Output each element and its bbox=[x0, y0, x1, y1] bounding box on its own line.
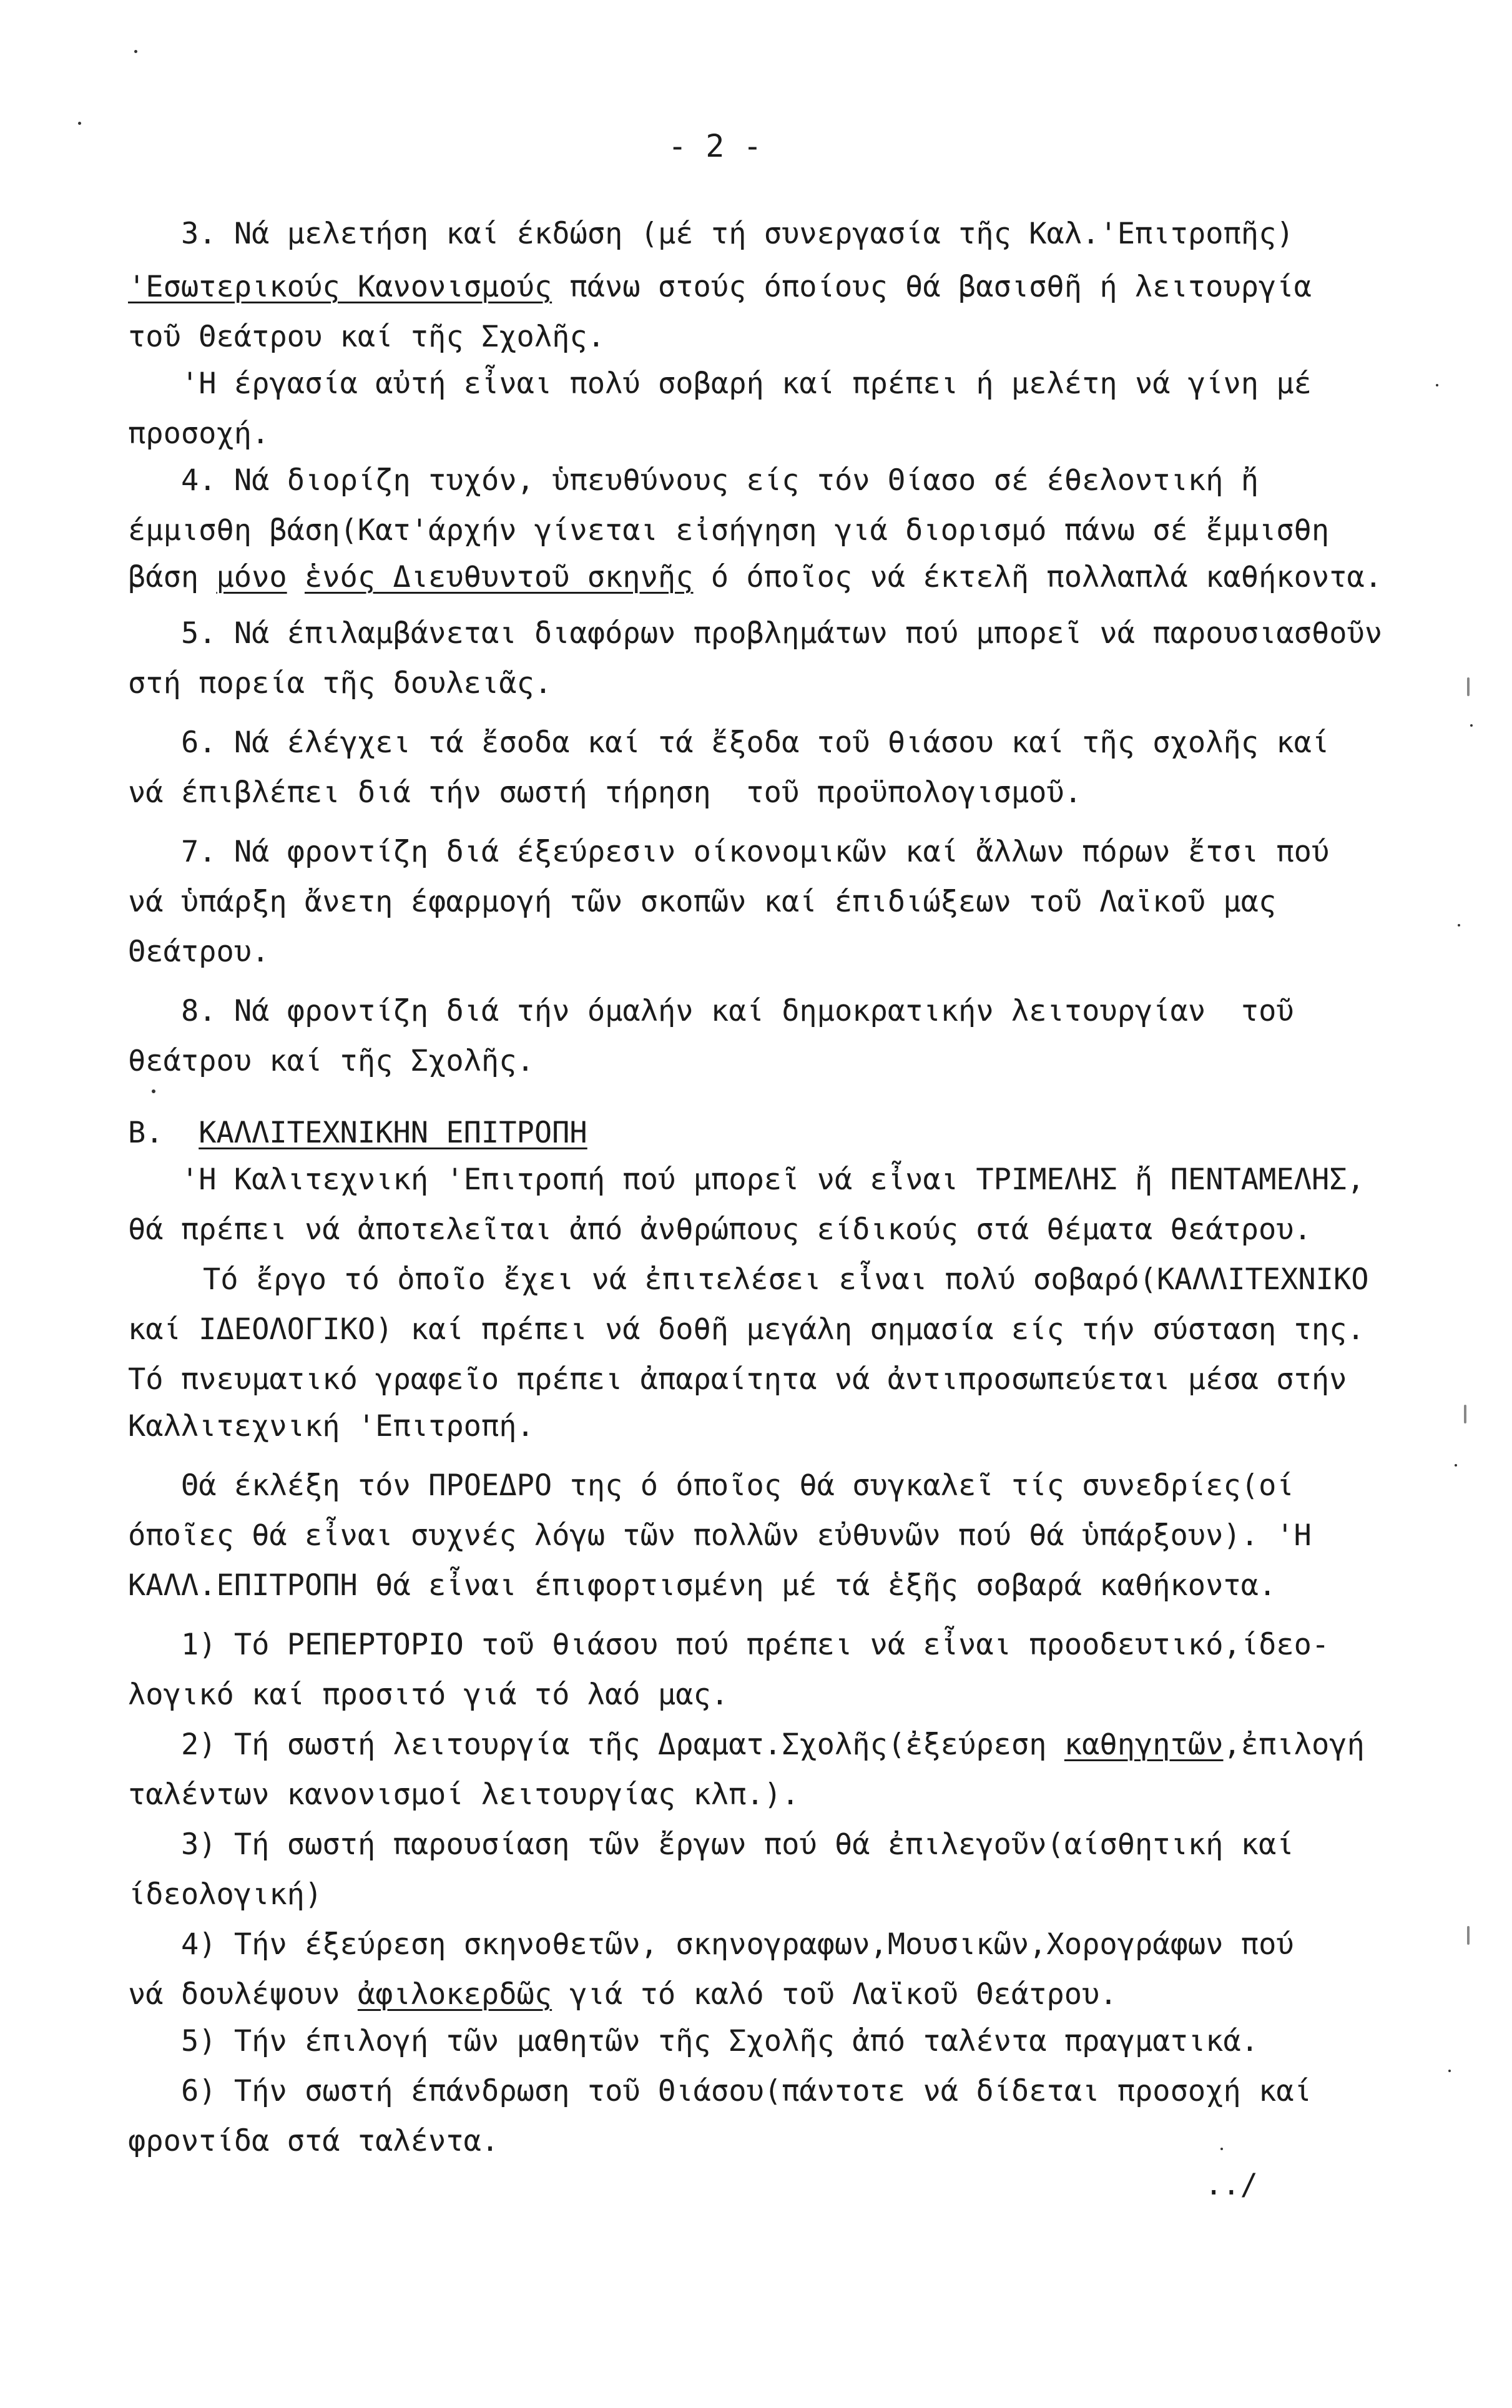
scan-speck bbox=[1455, 1464, 1457, 1467]
scan-speck bbox=[152, 1089, 155, 1093]
duty3-line1: 3) Τή σωστή παρουσίαση τῶν ἔργων πού θά ἐπιλεγοῦν(αίσθητική καί bbox=[181, 1827, 1294, 1862]
item3-line3: τοῦ Θεάτρου καί τῆς Σχολῆς. bbox=[128, 320, 606, 354]
item3-line2-rest: πάνω στούς όποίους θά βασισθῆ ή λειτουργία bbox=[552, 270, 1312, 304]
section-b-label: Β. bbox=[128, 1116, 199, 1150]
scan-speck bbox=[1458, 924, 1460, 926]
item8-line1: 8. Νά φροντίζη διά τήν όμαλήν καί δημοκρατικήν λειτουργίαν τοῦ bbox=[181, 994, 1294, 1028]
item5-line2: στή πορεία τῆς δουλειᾶς. bbox=[128, 666, 552, 700]
duty5-line1: 5) Τήν έπιλογή τῶν μαθητῶν τῆς Σχολῆς ἀπό ταλέντα πραγματικά. bbox=[181, 2024, 1259, 2058]
scan-speck bbox=[1220, 2148, 1223, 2150]
item3-underlined-rules: 'Εσωτερικούς Κανονισμούς bbox=[128, 270, 552, 304]
item3-line1: 3. Νά μελετήση καί έκδώση (μέ τή συνεργασία τῆς Καλ.'Επιτροπῆς) bbox=[181, 217, 1294, 251]
item4-line1: 4. Νά διορίζη τυχόν, ὑπευθύνους είς τόν Θίασο σέ έθελοντική ἤ bbox=[181, 463, 1259, 498]
duty2-line1 bbox=[181, 1726, 1365, 1764]
item3-line4: 'Η έργασία αὐτή εἶναι πολύ σοβαρή καί πρέπει ή μελέτη νά γίνη μέ bbox=[181, 366, 1312, 401]
scan-speck bbox=[78, 122, 81, 125]
section-b-p2-line1: Τό ἔργο τό ὁποῖο ἔχει νά ἐπιτελέσει εἶναι πολύ σοβαρό(ΚΑΛΛΙΤΕΧΝΙΚΟ bbox=[203, 1262, 1369, 1297]
section-b-p3-line1: Θά έκλέξη τόν ΠΡΟΕΔΡΟ της ό όποῖος θά συγκαλεῖ τίς συνεδρίες(οί bbox=[181, 1468, 1294, 1503]
section-b-p3-line2: όποῖες θά εἶναι συχνές λόγω τῶν πολλῶν εὐθυνῶν πού θά ὑπάρξουν). 'Η bbox=[128, 1518, 1312, 1553]
duty4-underlined-volunteer: ἀφιλοκερδῶς bbox=[357, 1977, 552, 2012]
duty1-line2: λογικό καί προσιτό γιά τό λαό μας. bbox=[128, 1678, 729, 1712]
item3-line2 bbox=[128, 268, 1312, 306]
section-b-p3-line3: ΚΑΛΛ.ΕΠΙΤΡΟΠΗ θά εἶναι έπιφορτισμένη μέ τά ἑξῆς σοβαρά καθήκοντα. bbox=[128, 1568, 1277, 1603]
item4-line2: έμμισθη βάση(Κατ'άρχήν γίνεται εἰσήγηση γιά διορισμό πάνω σέ ἔμμισθη bbox=[128, 513, 1330, 548]
scan-speck bbox=[1467, 677, 1470, 696]
item4-line3-rest: ό όποῖος νά έκτελῆ πολλαπλά καθήκοντα. bbox=[693, 560, 1383, 594]
section-b-title: ΚΑΛΛΙΤΕΧΝΙΚΗΝ ΕΠΙΤΡΟΠΗ bbox=[199, 1116, 587, 1150]
duty4-line2-end: γιά τό καλό τοῦ Λαϊκοῦ Θεάτρου. bbox=[552, 1977, 1117, 2012]
continuation-mark: ../ bbox=[1205, 2168, 1258, 2202]
duty3-line2: ίδεολογική) bbox=[128, 1877, 323, 1912]
duty2-underlined-teachers: καθηγητῶν bbox=[1064, 1727, 1224, 1762]
duty6-line2: φροντίδα στά ταλέντα. bbox=[128, 2124, 499, 2158]
duty4-line1: 4) Τήν έξεύρεση σκηνοθετῶν, σκηνογραφων,Μουσικῶν,Χορογράφων πού bbox=[181, 1927, 1294, 1962]
scan-speck bbox=[1464, 1405, 1466, 1423]
item3-line5: προσοχή. bbox=[128, 416, 270, 451]
section-b-p2-line2: καί ΙΔΕΟΛΟΓΙΚΟ) καί πρέπει νά δοθῆ μεγάλη σημασία είς τήν σύσταση της. bbox=[128, 1312, 1365, 1347]
item4-line3-start: βάση bbox=[128, 560, 217, 594]
section-b-p1-line1: 'Η Καλιτεχνική 'Επιτροπή πού μπορεῖ νά εἶναι ΤΡΙΜΕΛΗΣ ἤ ΠΕΝΤΑΜΕΛΗΣ, bbox=[181, 1162, 1365, 1197]
duty2-line1-end: ,ἐπιλογή bbox=[1223, 1727, 1365, 1762]
item7-line1: 7. Νά φροντίζη διά έξεύρεσιν οίκονομικῶν καί ἄλλων πόρων ἔτσι πού bbox=[181, 835, 1330, 869]
duty2-line1-start: 2) Τή σωστή λειτουργία τῆς Δραματ.Σχολῆς(ἐξεύρεση bbox=[181, 1727, 1064, 1762]
scan-speck bbox=[134, 50, 137, 53]
section-b-p2-line4: Καλλιτεχνική 'Επιτροπή. bbox=[128, 1409, 534, 1443]
item7-line2: νά ὑπάρξη ἄνετη έφαρμογή τῶν σκοπῶν καί έπιδιώξεων τοῦ Λαϊκοῦ μας bbox=[128, 885, 1277, 919]
duty4-line2 bbox=[128, 1976, 1117, 2013]
duty6-line1: 6) Τήν σωστή έπάνδρωση τοῦ Θιάσου(πάντοτε νά δίδεται προσοχή καί bbox=[181, 2074, 1312, 2108]
duty4-line2-start: νά δουλέψουν bbox=[128, 1977, 358, 2012]
duty2-line2: ταλέντων κανονισμοί λειτουργίας κλπ.). bbox=[128, 1777, 800, 1812]
scan-speck bbox=[1436, 384, 1438, 386]
duty1-line1: 1) Τό ΡΕΠΕΡΤΟΡΙΟ τοῦ θιάσου πού πρέπει νά εἶναι προοδευτικό,ίδεο- bbox=[181, 1628, 1330, 1662]
item4-line3 bbox=[128, 559, 1382, 596]
page-number: - 2 - bbox=[668, 128, 762, 164]
item4-underlined-only: μόνο bbox=[216, 560, 287, 594]
item4-underlined-director: ἑνός Διευθυντοῦ σκηνῆς bbox=[304, 560, 694, 594]
section-b-p2-line3: Τό πνευματικό γραφεῖο πρέπει ἀπαραίτητα νά ἀντιπροσωπεύεται μέσα στήν bbox=[128, 1362, 1347, 1397]
item5-line1: 5. Νά έπιλαμβάνεται διαφόρων προβλημάτων πού μπορεῖ νά παρουσιασθοῦν bbox=[181, 616, 1383, 651]
item6-line1: 6. Νά έλέγχει τά ἔσοδα καί τά ἔξοδα τοῦ θιάσου καί τῆς σχολῆς καί bbox=[181, 725, 1330, 760]
item6-line2: νά έπιβλέπει διά τήν σωστή τήρηση τοῦ προϋπολογισμοῦ. bbox=[128, 775, 1082, 810]
item7-line3: Θεάτρου. bbox=[128, 935, 270, 969]
section-b-heading bbox=[128, 1114, 587, 1152]
item8-line2: θεάτρου καί τῆς Σχολῆς. bbox=[128, 1044, 534, 1078]
scan-speck bbox=[1467, 1926, 1470, 1945]
section-b-p1-line2: θά πρέπει νά ἀποτελεῖται ἀπό ἀνθρώπους είδικούς στά θέματα θεάτρου. bbox=[128, 1212, 1312, 1247]
item4-line3-space bbox=[287, 560, 305, 594]
scan-speck bbox=[1470, 724, 1473, 727]
scan-speck bbox=[1448, 2070, 1451, 2072]
